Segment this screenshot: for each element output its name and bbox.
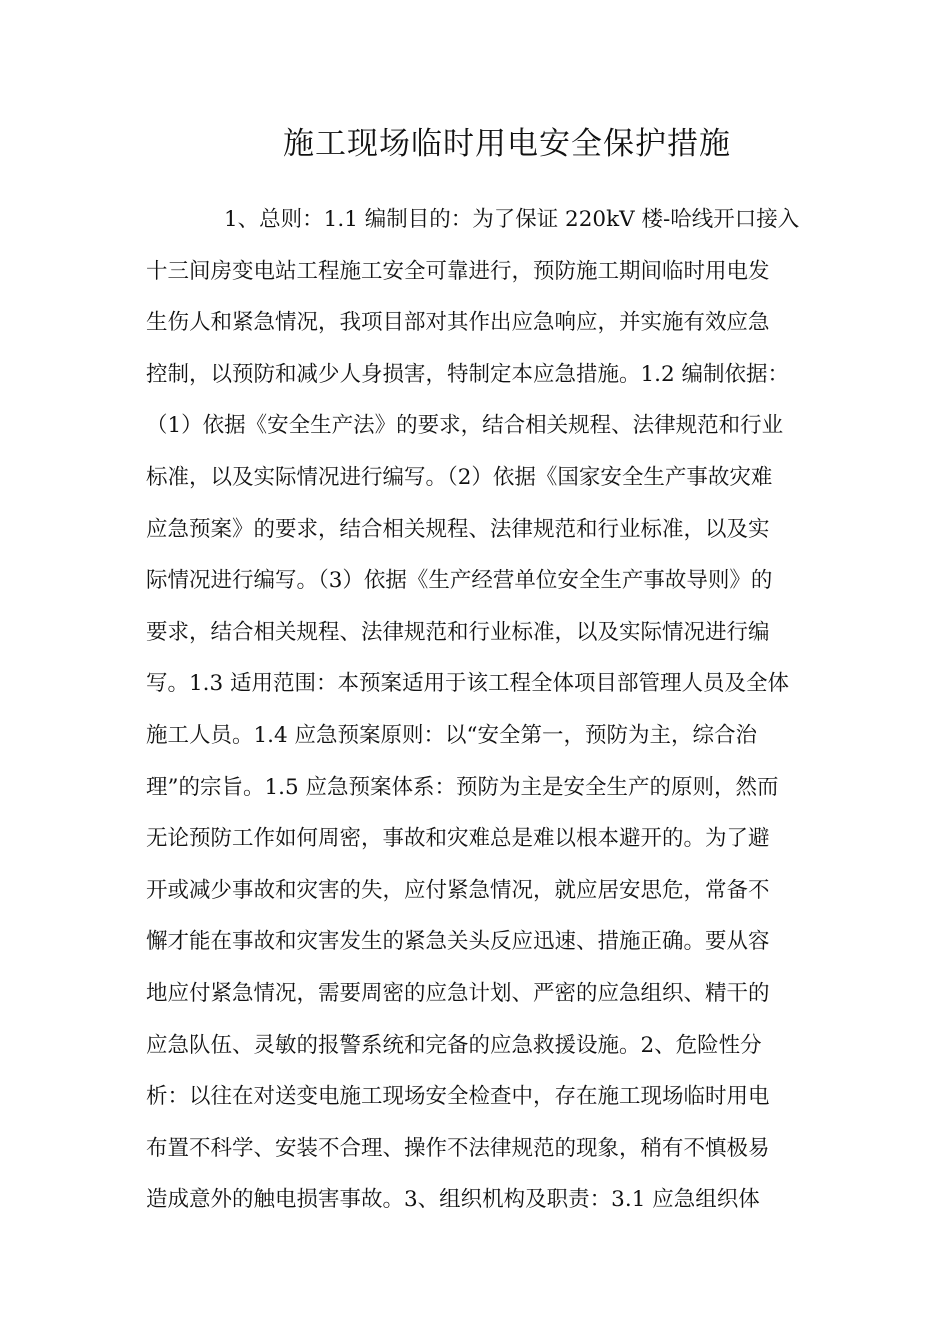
body-line: （1）依据《安全生产法》的要求，结合相关规程、法律规范和行业 bbox=[146, 413, 784, 439]
body-line: 1、总则：1.1 编制目的：为了保证 220kV 楼-哈线开口接入 bbox=[224, 207, 800, 232]
body-line: 应急预案》的要求，结合相关规程、法律规范和行业标准，以及实 bbox=[146, 516, 770, 542]
body-line: 造成意外的触电损害事故。3、组织机构及职责：3.1 应急组织体 bbox=[146, 1187, 760, 1213]
body-line: 应急队伍、灵敏的报警系统和完备的应急救援设施。2、危险性分 bbox=[146, 1032, 762, 1058]
body-line: 标准，以及实际情况进行编写。（2）依据《国家安全生产事故灾难 bbox=[146, 464, 773, 490]
body-line: 十三间房变电站工程施工安全可靠进行，预防施工期间临时用电发 bbox=[146, 258, 770, 284]
body-line: 写。1.3 适用范围：本预案适用于该工程全体项目部管理人员及全体 bbox=[146, 671, 790, 697]
body-line: 控制，以预防和减少人身损害，特制定本应急措施。1.2 编制依据： bbox=[146, 361, 790, 387]
body-line: 析：以往在对送变电施工现场安全检查中，存在施工现场临时用电 bbox=[146, 1084, 770, 1110]
body-line: 施工人员。1.4 应急预案原则：以“安全第一，预防为主，综合治 bbox=[146, 722, 758, 748]
body-line: 布置不科学、安装不合理、操作不法律规范的现象，稍有不慎极易 bbox=[146, 1135, 770, 1161]
body-line: 开或减少事故和灾害的失，应付紧急情况，就应居安思危，常备不 bbox=[146, 877, 770, 903]
body-line: 理”的宗旨。1.5 应急预案体系：预防为主是安全生产的原则，然而 bbox=[146, 774, 779, 800]
body-line: 懈才能在事故和灾害发生的紧急关头反应迅速、措施正确。要从容 bbox=[146, 929, 770, 955]
document-body bbox=[146, 194, 806, 1226]
body-line: 际情况进行编写。（3）依据《生产经营单位安全生产事故导则》的 bbox=[146, 568, 773, 594]
body-line: 要求，结合相关规程、法律规范和行业标准，以及实际情况进行编 bbox=[146, 619, 770, 645]
document-title: 施工现场临时用电安全保护措施 bbox=[283, 126, 731, 162]
body-line: 地应付紧急情况，需要周密的应急计划、严密的应急组织、精干的 bbox=[146, 980, 770, 1006]
body-line: 无论预防工作如何周密，事故和灾难总是难以根本避开的。为了避 bbox=[146, 826, 770, 852]
body-line: 生伤人和紧急情况，我项目部对其作出应急响应，并实施有效应急 bbox=[146, 310, 770, 336]
